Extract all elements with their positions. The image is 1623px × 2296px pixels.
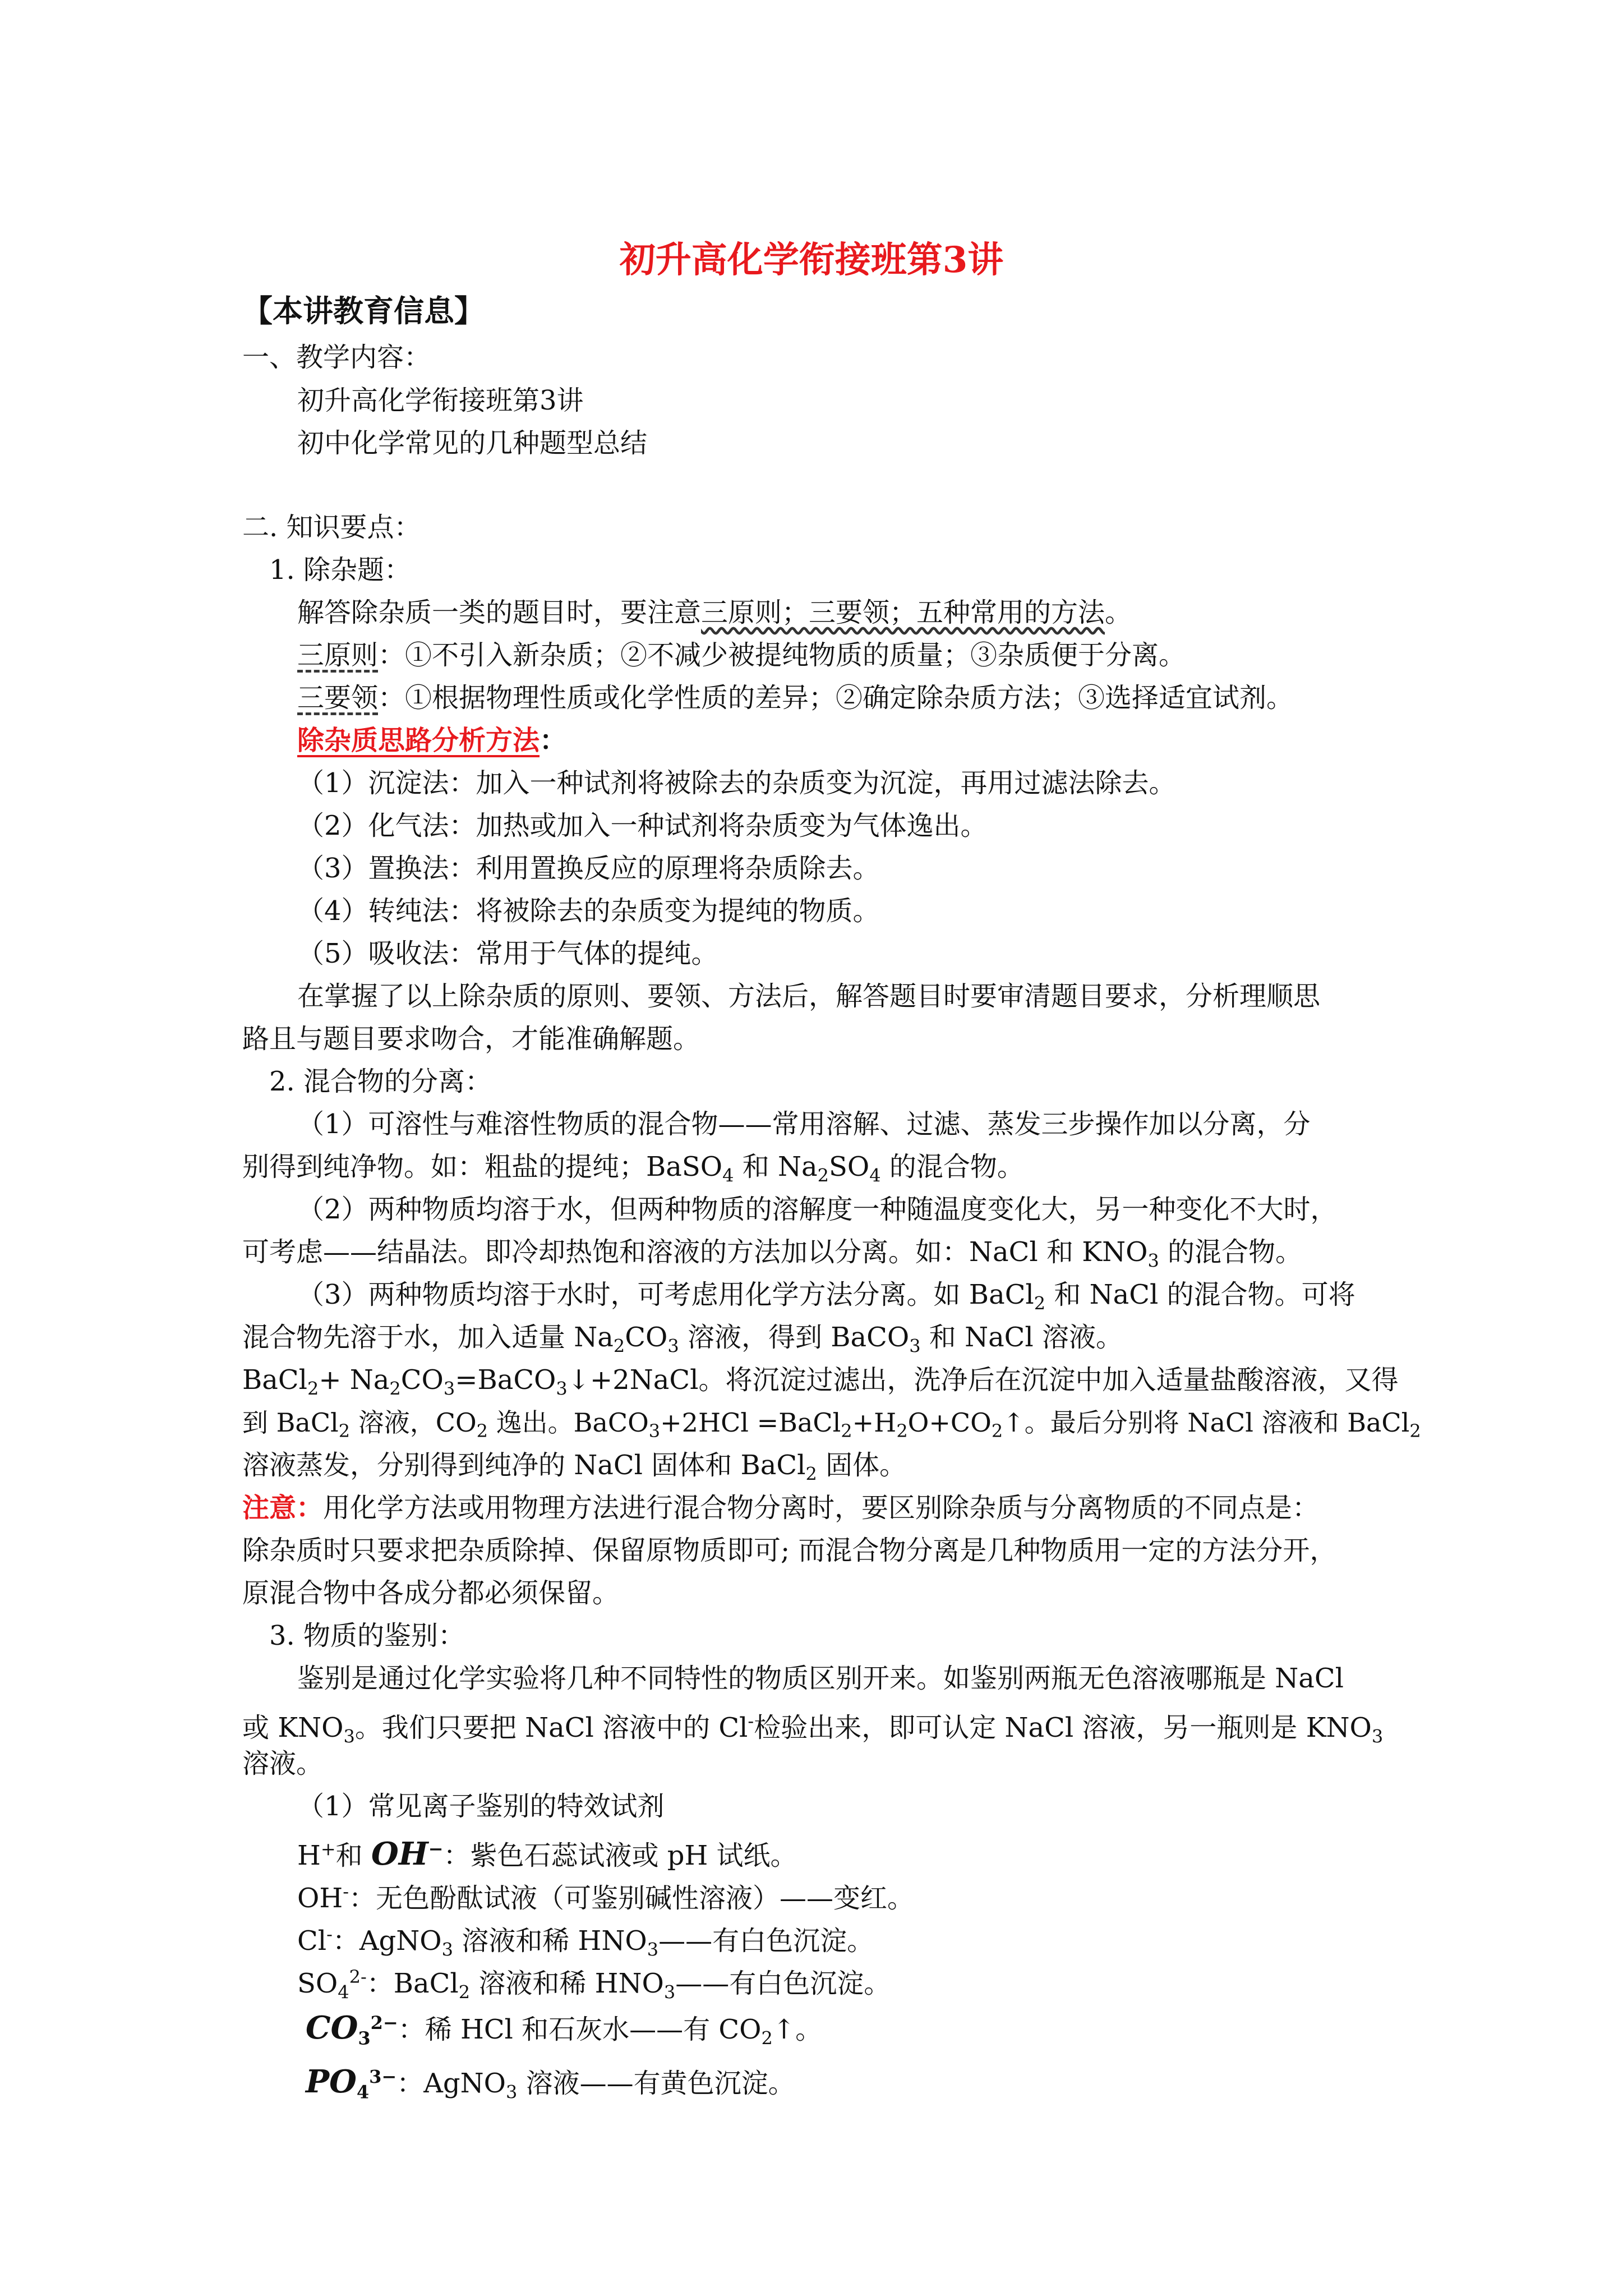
ion-line: $PO_4^{3-}$：AgNO$_3$ 溶液——有黄色沉淀。 (306, 2063, 795, 2103)
text-line: 原混合物中各成分都必须保留。 (242, 1577, 620, 1609)
text-line: 1. 除杂题： (269, 554, 412, 586)
text-line: 初升高化学衔接班第3讲 (297, 385, 584, 416)
emphasis-underline: 三原则 (297, 639, 379, 671)
text-line: 二. 知识要点： (242, 512, 421, 543)
equation-line: BaCl$_2$+ $Na_2CO_3=BaCO_3↓+2NaCl$。将沉淀过滤出，洗净后在沉淀中加入适量盐酸溶液，又得 (242, 1364, 1399, 1400)
text-line: （2）两种物质均溶于水，但两种物质的溶解度一种随温度变化大，另一种变化不大时， (297, 1194, 1338, 1225)
section-header: 【本讲教育信息】 (242, 293, 485, 329)
text-line: 解答除杂质一类的题目时，要注意三原则；三要领；五种常用的方法。 (297, 597, 1132, 628)
text-line: （3）置换法：利用置换反应的原理将杂质除去。 (297, 853, 880, 884)
text-line: 三要领：①根据物理性质或化学性质的差异；②确定除杂质方法；③选择适宜试剂。 (297, 682, 1294, 714)
text-line: 路且与题目要求吻合，才能准确解题。 (242, 1023, 700, 1055)
emphasis-underline: 三原则；三要领；五种常用的方法 (701, 597, 1105, 628)
ion-line: $SO_4^{2-}$：BaCl$_2$ 溶液和稀 $HNO_3——$有白色沉淀。 (297, 1966, 891, 2003)
text-line: （1）可溶性与难溶性物质的混合物——常用溶解、过滤、蒸发三步操作加以分离，分 (297, 1108, 1311, 1140)
text-line: （1）常见离子鉴别的特效试剂 (297, 1791, 665, 1822)
subheading-red: 除杂质思路分析方法： (297, 725, 567, 756)
equation-line: 到 BaCl$_2$ 溶液，$CO_2$ 逸出。BaCO$_3$+2HCl $=BaCl_2+H_2O+CO_2↑$。最后分别将 NaCl 溶液和 BaCl$_2$ (242, 1407, 1421, 1442)
text-line: （3）两种物质均溶于水时，可考虑用化学方法分离。如 BaCl$_2$ 和 NaCl 的混合物。可将 (297, 1279, 1355, 1314)
text-line: 溶液蒸发，分别得到纯净的 NaCl 固体和 BaCl$_2$ 固体。 (242, 1450, 907, 1485)
ion-line: Cl-：AgNO$_3$ 溶液和稀 $HNO_3——$有白色沉淀。 (297, 1924, 874, 1961)
text-line: 初中化学常见的几种题型总结 (297, 427, 648, 459)
text-line: 溶液。 (242, 1748, 324, 1779)
emphasis-underline: 三要领 (297, 682, 379, 714)
text-line: 别得到纯净物。如：粗盐的提纯；BaSO$_4$ 和 $Na_2SO_4$ 的混合物。 (242, 1151, 1024, 1186)
ion-line: H+和 OH−：紫色石蕊试液或 pH 试纸。 (297, 1835, 797, 1872)
text-line: 鉴别是通过化学实验将几种不同特性的物质区别开来。如鉴别两瓶无色溶液哪瓶是 NaCl (297, 1663, 1344, 1694)
text-line: （1）沉淀法：加入一种试剂将被除去的杂质变为沉淀，再用过滤法除去。 (297, 767, 1176, 799)
text-line: 3. 物质的鉴别： (269, 1620, 465, 1651)
text-line: 除杂质时只要求把杂质除掉、保留原物质即可; 而混合物分离是几种物质用一定的方法分开， (242, 1535, 1337, 1566)
text-line: （4）转纯法：将被除去的杂质变为提纯的物质。 (297, 895, 880, 927)
text-line: 可考虑——结晶法。即冷却热饱和溶液的方法加以分离。如：NaCl 和 $KNO_3$ 的混合物。 (242, 1236, 1303, 1272)
text-line: 在掌握了以上除杂质的原则、要领、方法后，解答题目时要审清题目要求，分析理顺思 (297, 981, 1321, 1012)
ion-line: $CO_3^{2-}$：稀 HCl 和石灰水——有 $CO_2↑$。 (306, 2009, 823, 2049)
note-label: 注意： (242, 1492, 324, 1524)
text-line: （5）吸收法：常用于气体的提纯。 (297, 938, 718, 969)
ion-line: OH-：无色酚酞试液（可鉴别碱性溶液）——变红。 (297, 1881, 915, 1914)
page-title: 初升高化学衔接班第3讲 (619, 239, 1004, 281)
text-line: 三原则：①不引入新杂质；②不减少被提纯物质的质量；③杂质便于分离。 (297, 639, 1186, 671)
text-line: 2. 混合物的分离： (269, 1066, 492, 1097)
text-line: 或 $KNO_3$。我们只要把 NaCl 溶液中的 Cl-检验出来，即可认定 NaCl 溶液，另一瓶则是 $KNO_3$ (242, 1710, 1384, 1747)
note-line: 注意：用化学方法或用物理方法进行混合物分离时，要区别除杂质与分离物质的不同点是： (242, 1492, 1320, 1524)
text-line: 混合物先溶于水，加入适量 $Na_2CO_3$ 溶液，得到 BaCO$_3$ 和 NaCl 溶液。 (242, 1322, 1123, 1357)
text-line: 一、教学内容： (242, 342, 431, 373)
text-line: （2）化气法：加热或加入一种试剂将杂质变为气体逸出。 (297, 810, 988, 841)
